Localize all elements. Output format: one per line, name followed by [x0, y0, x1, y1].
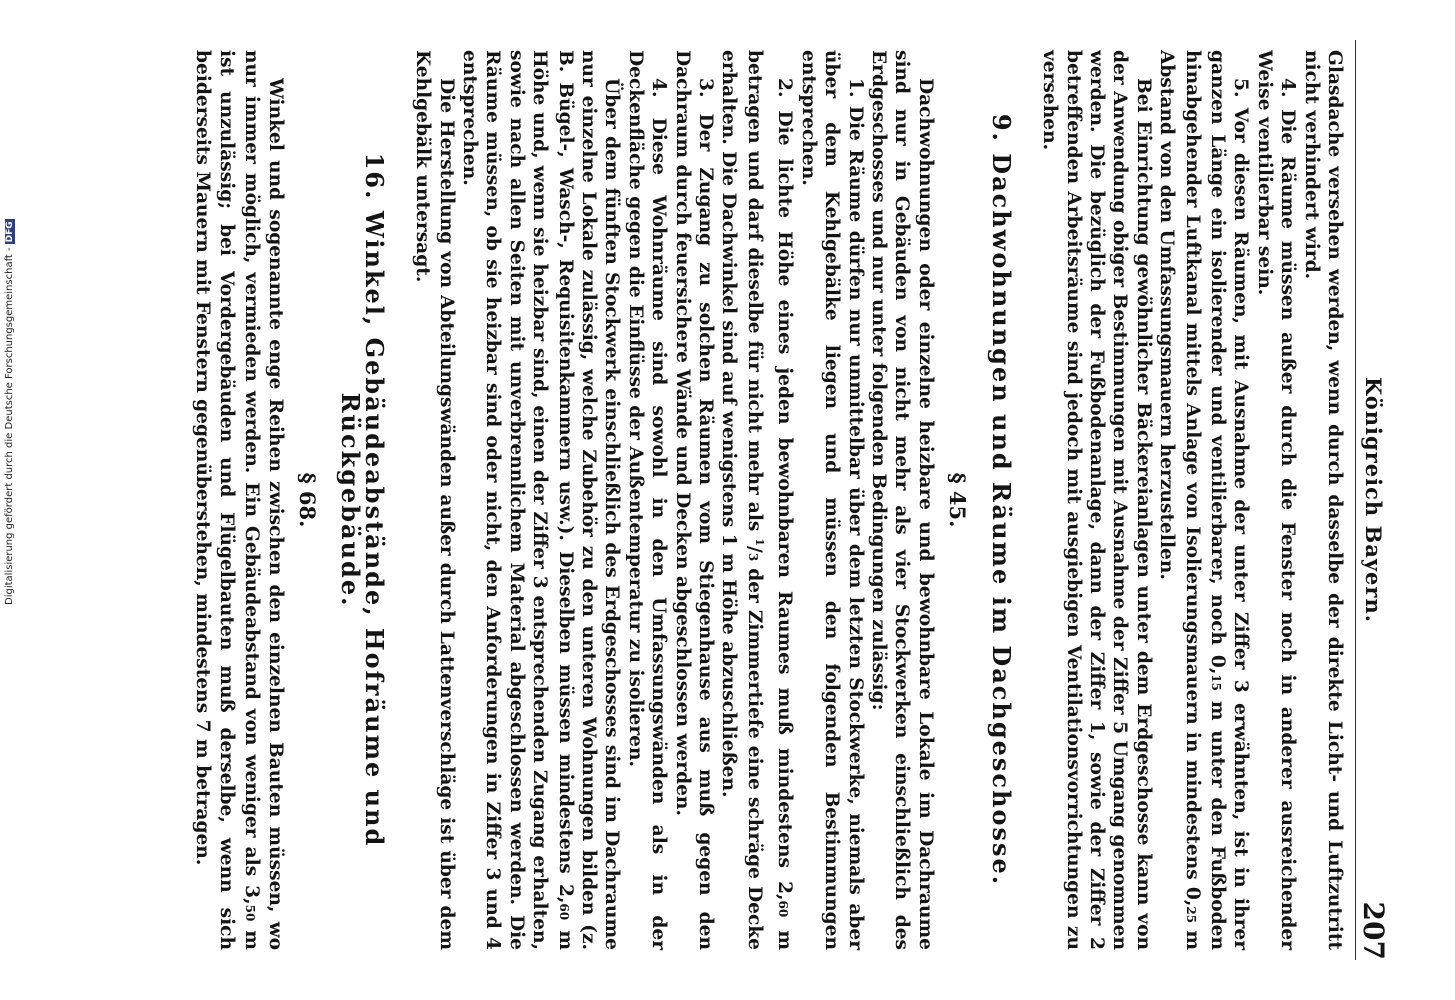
running-title: Königreich Bayern. [1361, 376, 1386, 624]
decimal-digits: 60 [556, 903, 571, 921]
text-run: m betragen und darf dieselbe für nicht mehr als [743, 50, 796, 950]
paragraph: Bei Einrichtung gewöhnlicher Bäckereianlagen unter dem Erdgeschosse kann von der Anwendung obiger Bestimmungen mit Ausnahme der Ziffer 5 Umgang genommen werden. Die bezüglich der Fußbodenanlage, dann der Ziffer 1, sowie der Ziffer 2 betreffenden Arbeitsräume sind jedoch mit ausgiebigen Ventilationsvorrichtungen zu versehen. [1039, 50, 1154, 950]
decimal-digits: 50 [243, 904, 258, 922]
section-heading: 9. Dachwohnungen und Räume im Dachgeschosse. [986, 113, 1016, 887]
paragraph: 4. Diese Wohnräume sind sowohl in den Umfassungswänden als in der Deckenfläche gegen die Einflüsse der Außentemperatur zu isolieren. [624, 50, 670, 950]
text-run: Über dem fünften Stockwerk einschließlich des Erdgeschosses sind im Dachraume nur einzelne Lokale zulässig, welche Zubehör zu den unteren Wohnungen bilden (z. B. Bügel-, Wasch-, Requisitenkammern usw.). Dieselben müssen mindestens 2, [554, 50, 623, 950]
text-run: 2. Die lichte Höhe eines jeden bewohnbaren Raumes muß mindestens 2, [774, 78, 796, 901]
text-body [191, 50, 1346, 950]
page-header [1355, 40, 1390, 960]
section-heading: 16. Winkel, Gebäudeabstände, Hofräume und Rückgebäude. [336, 152, 389, 848]
fraction-numerator: 1 [753, 538, 767, 547]
paragraph [1155, 50, 1253, 950]
paragraph: 4. Die Räume müssen außer durch die Fenster noch in anderer ausreichender Weise ventilierbar sein. [1253, 50, 1299, 950]
paragraph-sign: § 68. [294, 472, 320, 528]
paragraph: Dachwohnungen oder einzelne heizbare und bewohnbare Lokale im Dachraume sind nur in Gebäuden von nicht mehr als vier Stockwerken einschließlich des Erdgeschosses und nur unter folgenden Bedingungen zulässig: [868, 50, 936, 950]
text-run: m Höhe und, wenn sie heizbar sind, einen der Ziffer 3 entsprechenden Zugang erhalten, sowie nach allen Seiten mit unverbrennlichem Material abgeschlossen werden. Die Räume müssen, ob sie heizbar sind oder nicht, den Anforderungen in Ziffer 3 und 4 entsprechen. [459, 50, 576, 950]
text-run: der Zimmertiefe eine schräge Decke erhalten. Die Dachwinkel sind auf wenigstens 1 m Höhe abzuschließen. [718, 50, 765, 950]
text-run: m ist unzulässig; bei Vordergebäuden und Flügelbauten muß derselbe, wenn sich beiderseits Mauern mit Fenstern gegenüberstehen, mindestens 7 m betragen. [192, 50, 263, 950]
paragraph-sign: § 45. [945, 472, 971, 528]
paragraph [191, 50, 287, 950]
paragraph: Die Herstellung von Abteilungswänden außer durch Lattenverschläge ist über dem Kehlgebälk untersagt. [412, 50, 457, 950]
fraction-denominator: 3 [745, 552, 760, 562]
text-run: 5. Vor diesen Räumen, mit Ausnahme der unter Ziffer 3 erwähnten, ist in ihrer ganzen Länge ein isolierender und ventilierbarer, noch 0, [1206, 50, 1252, 950]
paragraph [458, 50, 624, 950]
decimal-digits: 25 [1183, 906, 1198, 924]
paragraph: 1. Die Räume dürfen nur unmittelbar über dem letzten Stockwerke, niemals aber über dem Kehlgebälke liegen und müssen den folgenden Bestimmungen entsprechen. [797, 50, 866, 950]
scanned-page [100, 40, 1390, 960]
dfg-logo: DFG [5, 221, 15, 243]
paragraph: Glasdache versehen werden, wenn durch dasselbe der direkte Licht- und Luftzutritt nicht verhindert wird. [1300, 50, 1345, 950]
text-run: Winkel und sogenannte enge Reihen zwischen den einzelnen Bauten müssen, wo nur immer möglich, vermieden werden. Ein Gebäudeabstand von weniger als 3, [241, 50, 286, 950]
text-run: m unter den Fußboden hinabgehender Luftkanal mittels Anlage von Isolierungsmauern in mindestens 0, [1181, 50, 1228, 950]
digitization-footer [4, 215, 18, 605]
decimal-digits: 15 [1208, 674, 1223, 692]
text-run: m Abstand von den Umfassungsmauern herzustellen. [1156, 50, 1203, 950]
footer-text: Digitalisierung gefördert durch die Deutsche Forschungsgemeinschaft - [4, 247, 15, 605]
page-number: 207 [1357, 901, 1390, 960]
decimal-digits: 60 [776, 900, 791, 918]
paragraph: 2. Die lichte Höhe eines jeden bewohnbaren Raumes muß mindestens 2,60 m betragen und darf dieselbe für nicht mehr als $^1$/3 der Zimmertiefe eine schräge Decke erhalten. Die Dachwinkel sind auf wenigstens 1 m Höhe abzuschließen. [718, 50, 796, 950]
paragraph: 3. Der Zugang zu solchen Räumen vom Stiegenhause aus muß gegen den Dachraum durch feuersichere Wände und Decken abgeschlossen werden. [671, 50, 717, 950]
